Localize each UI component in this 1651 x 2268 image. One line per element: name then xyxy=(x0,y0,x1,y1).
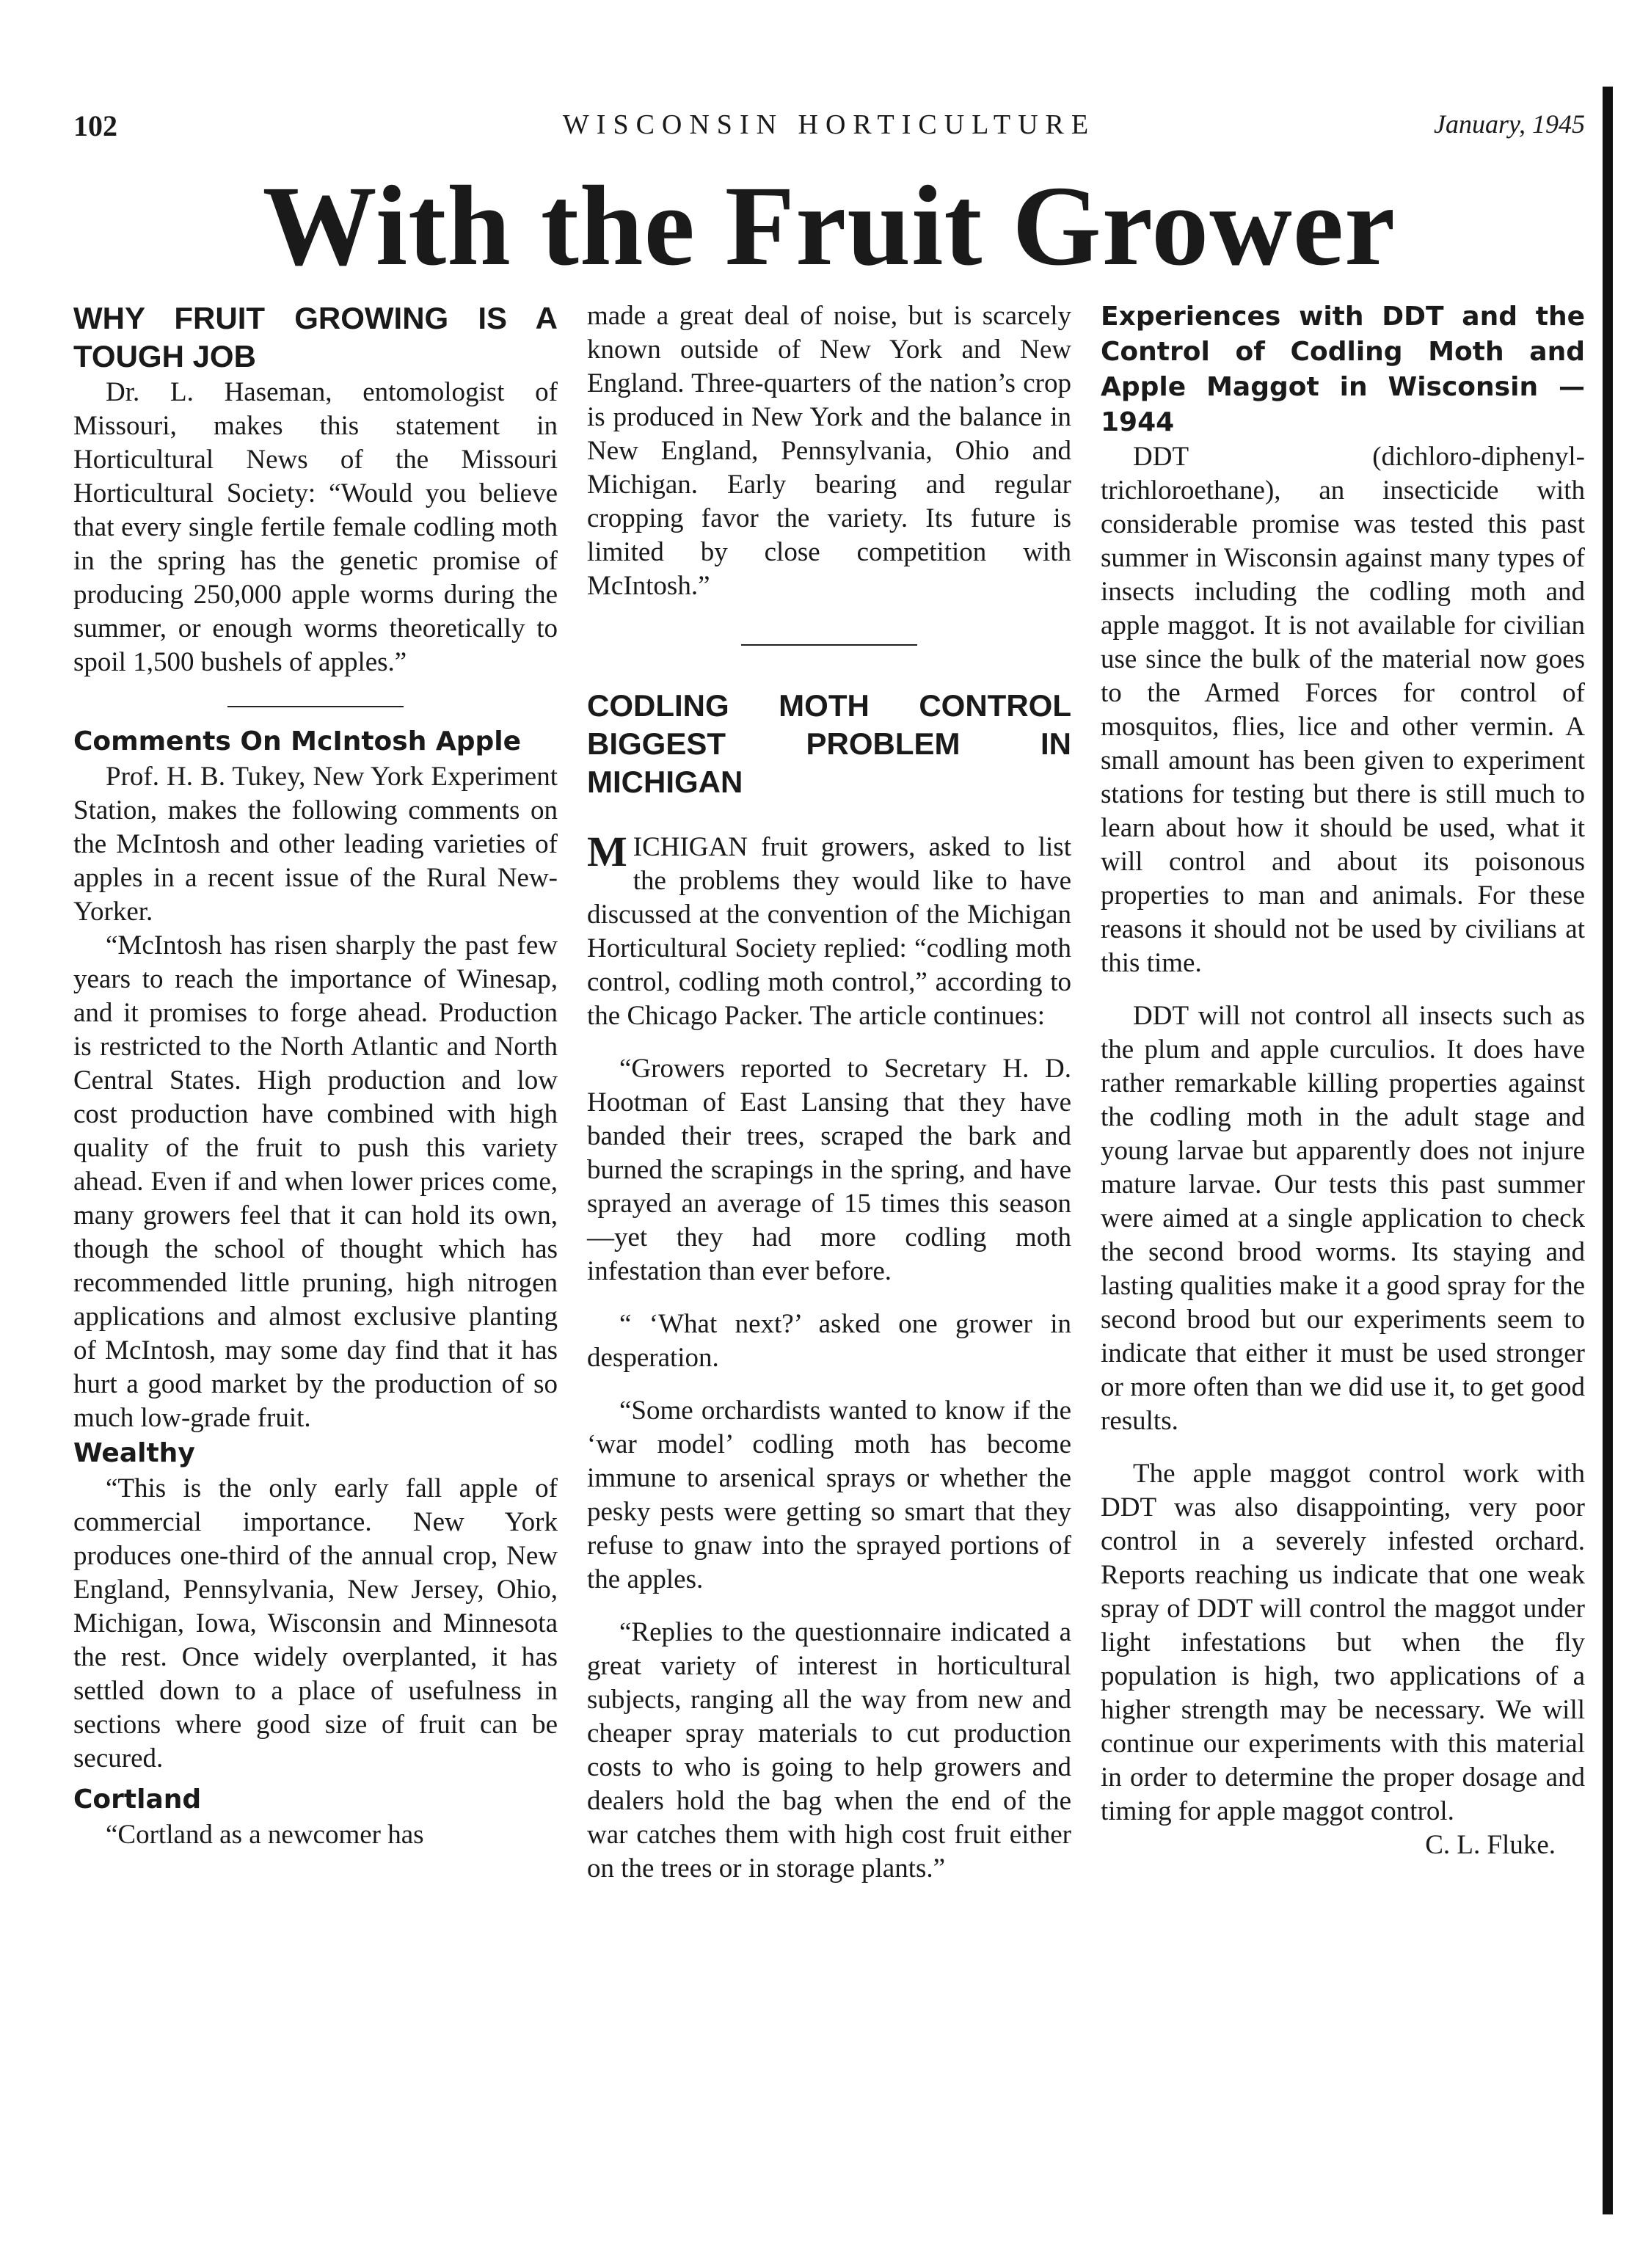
article-paragraph: “Cortland as a newcomer has xyxy=(106,1820,424,1850)
section-masthead: With the Fruit Grower xyxy=(262,162,1396,289)
article-paragraph: “Growers reported to Secretary H. D. Hootman of East Lansing that they have banded their trees, scraped the bark and burned the scrapings in the spring, and have sprayed an average of 15 times this season—yet they had more codling moth infestation than ever before. xyxy=(587,1054,1071,1286)
article-paragraph: “McIntosh has risen sharply the past few years to reach the importance of Winesap, and it promises to forge ahead. Production is restricted to the North Atlantic and North Central States. High production and low cost production have combined with high quality of the fruit to push this variety ahead. Even if and when lower prices come, many growers feel that it can hold its own, though the school of thought which has recommended little pruning, high nitrogen applications and almost exclusive planting of McIntosh, may some day find that it has hurt a good market by the production of so much low-grade fruit. xyxy=(73,930,558,1433)
article-paragraph xyxy=(587,828,1071,1033)
column-1 xyxy=(73,299,558,1852)
subheading-wealthy: Wealthy xyxy=(73,1438,195,1468)
column-2 xyxy=(587,299,1071,1886)
article-heading: Experiences with DDT and the Control of Codling Moth and Apple Maggot in Wisconsin —1944 xyxy=(1101,302,1585,437)
divider xyxy=(227,706,404,707)
margin-rule xyxy=(1603,87,1613,2214)
subheading-cortland: Cortland xyxy=(73,1784,202,1815)
article-paragraph: “ ‘What next?’ asked one grower in desperation. xyxy=(587,1309,1071,1373)
article-heading: Comments On McIntosh Apple xyxy=(73,726,522,756)
article-paragraph: DDT will not control all insects such as the plum and apple curculios. It does have rather remarkable killing properties against the codling moth in the adult stage and young larvae but apparently does not injure mature larvae. Our tests this past summer were aimed at a single application to check the second brood worms. Its staying and lasting qualities make it a good spray for the second brood but our experiments seem to indicate that either it must be used stronger or more often than we did use it, to get good results. xyxy=(1101,1001,1585,1436)
column-3 xyxy=(1101,299,1585,1862)
divider xyxy=(741,644,917,646)
page-number: 102 xyxy=(73,109,117,142)
paragraph-text: ICHIGAN fruit growers, asked to list the problems they would like to have discussed at the convention of the Michigan Horticultural Society replied: “codling moth control, codling moth control,” according to the Chicago Packer. The article continues: xyxy=(587,832,1071,1031)
article-paragraph: “This is the only early fall apple of commercial importance. New York produces one-third of the annual crop, New England, Pennsylvania, New Jersey, Ohio, Michigan, Iowa, Wisconsin and Minnesota the rest. Once widely overplanted, it has settled down to a place of usefulness in sections where good size of fruit can be secured. xyxy=(73,1473,558,1773)
journal-title: WISCONSIN HORTICULTURE xyxy=(562,109,1096,140)
page-header xyxy=(73,109,1585,153)
article-paragraph: Dr. L. Haseman, entomologist of Missouri, makes this statement in Horticultural News of the Missouri Horticultural Society: “Would you believe that every single fertile female codling moth in the spring has the genetic promise of producing 250,000 apple worms during the summer, or enough worms theoretically to spoil 1,500 bushels of apples.” xyxy=(73,377,558,677)
article-paragraph: Prof. H. B. Tukey, New York Experiment Station, makes the following comments on the McIntosh and other leading varieties of apples in a recent issue of the Rural New-Yorker. xyxy=(73,762,558,927)
article-paragraph: The apple maggot control work with DDT was also disappointing, very poor control in a severely infested orchard. Reports reaching us indicate that one weak spray of DDT will control the maggot under light infestations but when the fly population is high, two applications of a higher strength may be necessary. We will continue our experiments with this material in order to determine the proper dosage and timing for apple maggot control. xyxy=(1101,1459,1585,1826)
author-signature: C. L. Fluke. xyxy=(1425,1830,1556,1860)
article-heading: CODLING MOTH CONTROL BIGGEST PROBLEM IN MICHIGAN xyxy=(587,688,1071,799)
article-paragraph: made a great deal of noise, but is scarcely known outside of New York and New England. Three-quarters of the nation’s crop is produced in New York and the balance in New England, Pennsylvania, Ohio and Michigan. Early bearing and regular cropping favor the variety. Its future is limited by close competition with McIntosh.” xyxy=(587,301,1071,601)
article-heading: WHY FRUIT GROWING IS A TOUGH JOB xyxy=(73,301,558,373)
article-paragraph: “Replies to the questionnaire indicated a great variety of interest in horticultural subjects, ranging all the way from new and cheaper spray materials to cut production costs to who is going to help growers and dealers hold the bag when the end of the war catches them with high cost fruit either on the trees or in storage plants.” xyxy=(587,1617,1071,1884)
issue-date: January, 1945 xyxy=(1434,109,1585,139)
article-paragraph: DDT (dichloro-diphenyl-trichloroethane), an insecticide with considerable promise was tested this past summer in Wisconsin against many types of insects including the codling moth and apple maggot. It is not available for civilian use since the bulk of the material now goes to the Armed Forces for control of mosquitos, flies, lice and other vermin. A small amount has been given to experiment stations for testing but there is still much to learn about how it should be used, what it will control and about its poisonous properties to man and animals. For these reasons it should not be used by civilians at this time. xyxy=(1101,442,1585,978)
article-paragraph: “Some orchardists wanted to know if the ‘war model’ codling moth has become immune to arsenical sprays or whether the pesky pests were getting so smart that they refuse to gnaw into the sprayed portions of the apples. xyxy=(587,1396,1071,1594)
drop-cap: M xyxy=(587,828,627,875)
